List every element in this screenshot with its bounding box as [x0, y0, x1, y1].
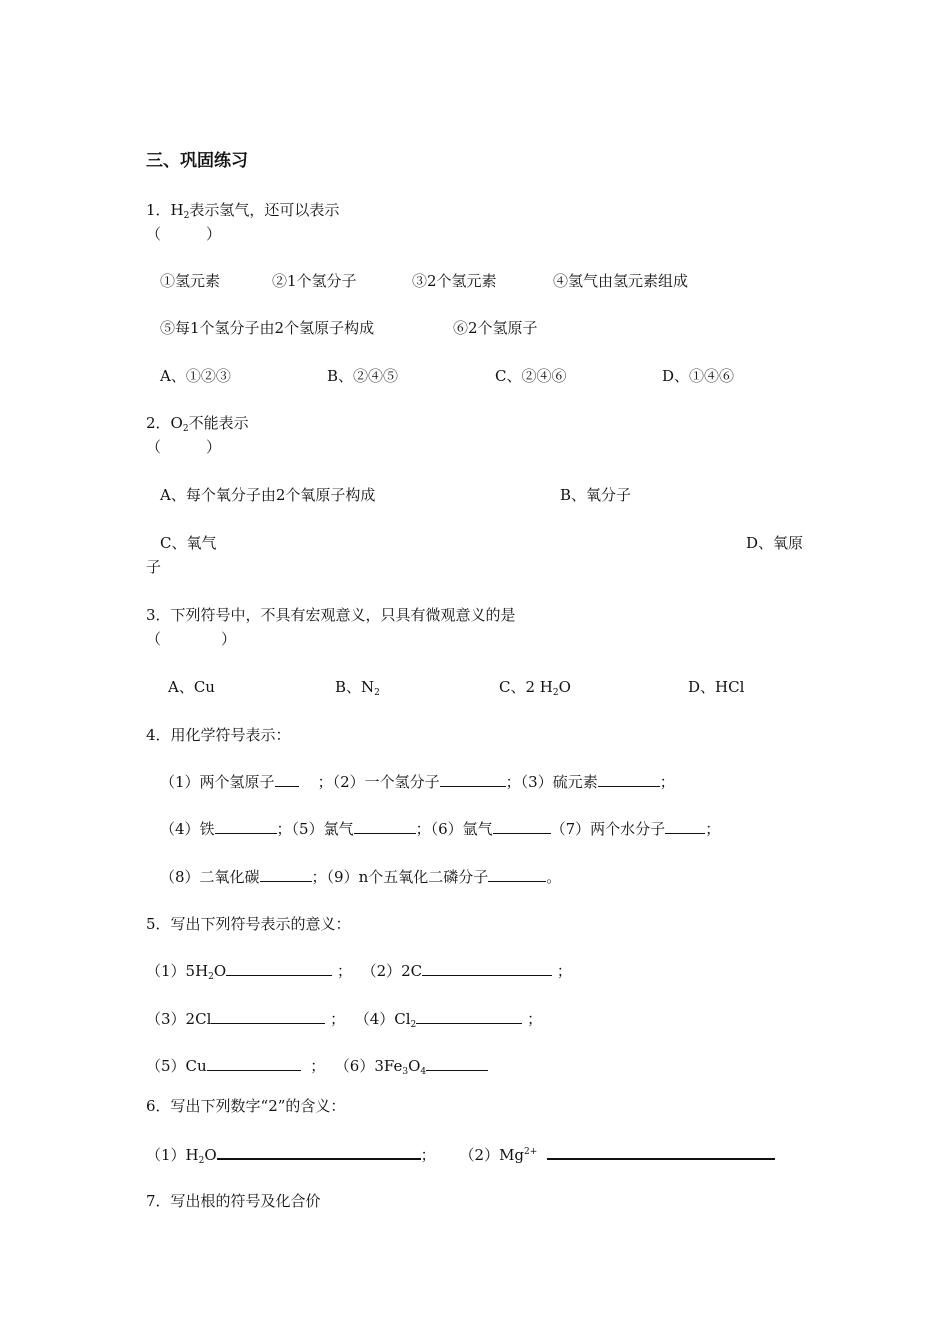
- q1-option-b: B、②④⑤: [327, 367, 399, 385]
- question-7-title: 7．写出根的符号及化合价: [146, 1192, 321, 1210]
- answer-blank[interactable]: [440, 772, 506, 787]
- q2-option-a: A、每个氧分子由2个氧原子构成: [160, 486, 376, 504]
- q3-option-c: C、2 $H_2O$: [499, 678, 571, 698]
- q4-row-1: （1）两个氢原子 ；（2）一个氢分子 ；（3）硫元素 ；: [160, 773, 675, 791]
- answer-blank[interactable]: [493, 819, 551, 834]
- answer-blank[interactable]: [488, 867, 546, 882]
- q1-item-2: ②1个氢分子: [272, 272, 357, 290]
- q3-option-b: B、$N_2$: [335, 678, 380, 698]
- q5-row-3: （5）Cu ； $(6)3Fe_3O_4$: [146, 1056, 488, 1076]
- q1-item-5: ⑤每1个氢分子由2个氢原子构成: [160, 319, 375, 337]
- answer-blank[interactable]: [416, 1009, 522, 1024]
- question-4-title: 4．用化学符号表示：: [146, 726, 291, 744]
- q5-row-2: （3）2Cl ； $(4)Cl_2$ ；: [146, 1010, 543, 1030]
- answer-blank[interactable]: [226, 961, 332, 976]
- question-3-answer-paren: （ ）: [146, 630, 237, 648]
- q1-option-a: A、①②③: [160, 367, 231, 385]
- section-title: 三、巩固练习: [146, 151, 248, 171]
- question-5-title: 5．写出下列符号表示的意义：: [146, 915, 351, 933]
- q1-option-c: C、②④⑥: [495, 367, 567, 385]
- answer-blank[interactable]: [354, 819, 416, 834]
- question-3-stem: 3．下列符号中，不具有宏观意义，只具有微观意义的是: [146, 606, 516, 624]
- q2-option-d-wrap: 子: [146, 558, 162, 576]
- answer-blank[interactable]: [426, 1056, 488, 1071]
- q5-row-1: $(1)5H_2O$ ； （2）2C ；: [146, 962, 572, 982]
- q2-option-c: C、氧气: [160, 534, 217, 552]
- question-1-stem: 1．$H_2$表示氢气，还可以表示: [146, 201, 340, 221]
- q1-item-6: ⑥2个氢原子: [453, 319, 538, 337]
- q3-option-a: A、Cu: [168, 678, 215, 696]
- q1-item-4: ④氢气由氢元素组成: [553, 272, 689, 290]
- answer-blank[interactable]: [260, 867, 312, 882]
- question-1-answer-paren: （ ）: [146, 225, 222, 243]
- q4-row-3: （8）二氧化碳 ；（9）n个五氧化二磷分子 。: [160, 868, 562, 886]
- q1-item-1: ①氢元素: [160, 272, 221, 290]
- answer-blank[interactable]: [547, 1144, 775, 1160]
- q2-option-b: B、氧分子: [560, 486, 632, 504]
- answer-blank[interactable]: [598, 772, 660, 787]
- question-2-answer-paren: （ ）: [146, 438, 222, 456]
- q2-option-d: D、氧原: [746, 534, 804, 552]
- question-6-title: 6．写出下列数字“2”的含义：: [146, 1097, 346, 1115]
- question-2-stem: 2．$O_2$不能表示: [146, 414, 249, 434]
- answer-blank[interactable]: [665, 819, 705, 834]
- answer-blank[interactable]: [215, 819, 277, 834]
- answer-blank[interactable]: [207, 1056, 301, 1071]
- answer-blank[interactable]: [422, 961, 552, 976]
- answer-blank[interactable]: [217, 1144, 421, 1160]
- answer-blank[interactable]: [211, 1009, 325, 1024]
- q3-option-d: D、HCl: [688, 678, 745, 696]
- q1-item-3: ③2个氢元素: [412, 272, 497, 290]
- q4-row-2: （4）铁 ；（5）氯气 ；（6）氩气 （7）两个水分子 ；: [160, 820, 721, 838]
- q1-option-d: D、①④⑥: [662, 367, 735, 385]
- q6-row-1: $(1)H_2O$ ； $(2)Mg^{2+}$: [146, 1144, 775, 1165]
- answer-blank[interactable]: [275, 772, 299, 787]
